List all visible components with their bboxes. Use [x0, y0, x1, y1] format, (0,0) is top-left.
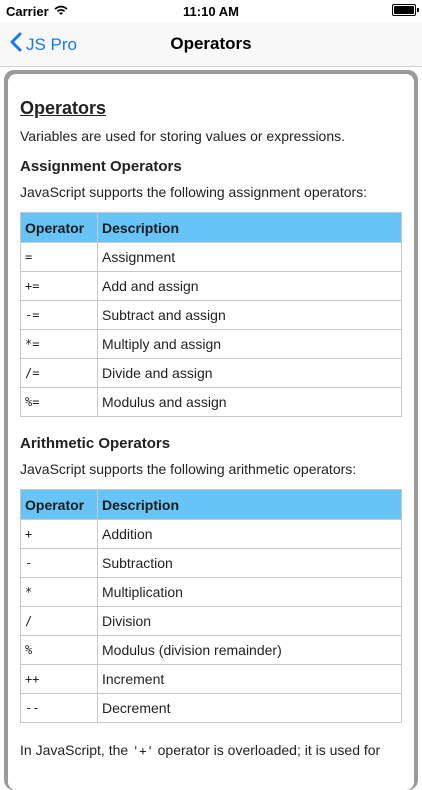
table-row	[21, 636, 402, 665]
column-header-operator: Operator	[21, 213, 98, 243]
description-cell: Division	[98, 607, 402, 636]
overload-note-end: operator is overloaded; it is used for	[153, 742, 381, 758]
navigation-bar	[0, 22, 422, 67]
content-scroll-area[interactable]	[8, 74, 414, 790]
back-button-label: JS Pro	[26, 34, 78, 54]
description-cell: Subtraction	[98, 549, 402, 578]
table-row	[21, 272, 402, 301]
operator-cell: --	[21, 694, 98, 723]
operator-cell: =	[21, 243, 98, 272]
table-row	[21, 359, 402, 388]
overload-note-text	[20, 741, 402, 761]
table-row	[21, 665, 402, 694]
assignment-operators-table	[20, 212, 402, 417]
description-cell: Modulus and assign	[98, 388, 402, 417]
description-cell: Multiply and assign	[98, 330, 402, 359]
description-cell: Add and assign	[98, 272, 402, 301]
status-time: 11:10 AM	[183, 4, 239, 19]
operator-cell: -=	[21, 301, 98, 330]
plus-operator-code: '+'	[132, 744, 154, 758]
page-title: Operators	[170, 34, 252, 53]
table-row	[21, 578, 402, 607]
operator-cell: /	[21, 607, 98, 636]
description-cell: Increment	[98, 665, 402, 694]
assignment-description: JavaScript supports the following assignment operators:	[20, 184, 368, 200]
operator-cell: +	[21, 520, 98, 549]
table-row	[21, 330, 402, 359]
status-right	[392, 4, 416, 16]
operator-cell: *=	[21, 330, 98, 359]
description-cell: Addition	[98, 520, 402, 549]
description-cell: Modulus (division remainder)	[98, 636, 402, 665]
description-cell: Assignment	[98, 243, 402, 272]
overload-note-start: In JavaScript, the	[20, 742, 133, 758]
arithmetic-heading: Arithmetic Operators	[20, 435, 171, 452]
description-cell: Divide and assign	[98, 359, 402, 388]
content-frame	[4, 70, 418, 790]
table-row	[21, 388, 402, 417]
operator-cell: *	[21, 578, 98, 607]
status-bar	[0, 0, 422, 22]
description-cell: Decrement	[98, 694, 402, 723]
table-row	[21, 520, 402, 549]
operator-cell: %	[21, 636, 98, 665]
column-header-operator: Operator	[21, 490, 98, 520]
operator-cell: +=	[21, 272, 98, 301]
section-title: Operators	[20, 98, 107, 118]
table-row	[21, 694, 402, 723]
table-header-row	[21, 490, 402, 520]
carrier-label: Carrier	[6, 4, 49, 19]
operator-cell: -	[21, 549, 98, 578]
intro-text: Variables are used for storing values or expressions.	[20, 128, 346, 144]
battery-icon	[392, 4, 416, 16]
assignment-heading: Assignment Operators	[20, 158, 182, 175]
arithmetic-description: JavaScript supports the following arithmetic operators:	[20, 461, 357, 477]
table-row	[21, 243, 402, 272]
table-row	[21, 549, 402, 578]
column-header-description: Description	[98, 490, 402, 520]
table-row	[21, 301, 402, 330]
table-header-row	[21, 213, 402, 243]
description-cell: Subtract and assign	[98, 301, 402, 330]
column-header-description: Description	[98, 213, 402, 243]
operator-cell: /=	[21, 359, 98, 388]
operator-cell: %=	[21, 388, 98, 417]
table-row	[21, 607, 402, 636]
operator-cell: ++	[21, 665, 98, 694]
description-cell: Multiplication	[98, 578, 402, 607]
arithmetic-operators-table	[20, 489, 402, 723]
